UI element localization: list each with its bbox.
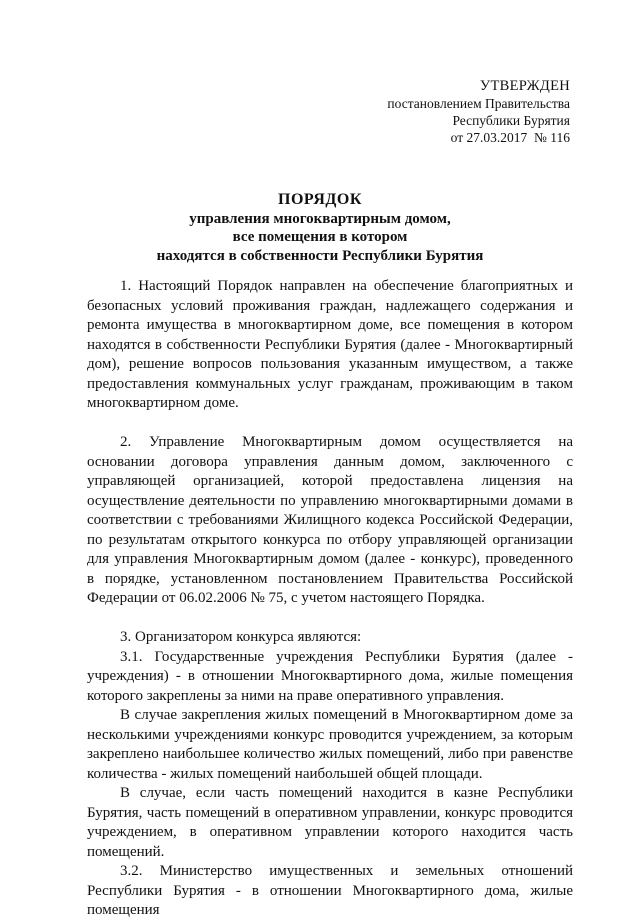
paragraph-3-1: 3.1. Государственные учреждения Республики Бурятия (далее - учреждения) - в отношении Многоквартирного дома, жилые помещения которого закреплены за ними на праве оперативного управления. — [87, 648, 573, 704]
paragraph-3-1-b: В случае, если часть помещений находится в казне Республики Бурятия, часть помещений в оперативном управлении, конкурс проводится учреждением, в оперативном управлении которого находится часть помещений. — [87, 785, 573, 860]
title-line: ПОРЯДОК — [278, 191, 362, 208]
document-title — [0, 191, 640, 265]
paragraph-3: 3. Организатором конкурса являются: — [120, 629, 362, 645]
title-line: все помещения в котором — [232, 229, 408, 245]
paragraph-2: 2. Управление Многоквартирным домом осуществляется на основании договора управления данным домом, заключенного с управляющей организацией, которой предоставлена лицензия на осуществление деятельности по управлению многоквартирными домами в соответствии с требованиями Жилищного кодекса Российской Федерации, по результатам открытого конкурса по отбору управляющей организации для управления Многоквартирным домом (далее - конкурс), проведенного в порядке, установленном постановлением Правительства Российской Федерации от 06.02.2006 № 75, с учетом настоящего Порядка. — [87, 434, 573, 606]
document-body — [87, 277, 573, 921]
paragraph-1: 1. Настоящий Порядок направлен на обеспечение благоприятных и безопасных условий проживания граждан, надлежащего содержания и ремонта имущества в многоквартирном доме, все помещения в котором находятся в собственности Республики Бурятия (далее - Многоквартирный дом), решение вопросов пользования указанным имуществом, а также предоставления коммунальных услуг гражданам, проживающим в таком многоквартирном доме. — [87, 278, 573, 411]
approval-heading: УТВЕРЖДЕН — [479, 78, 570, 94]
approval-date-number: от 27.03.2017 № 116 — [450, 130, 570, 145]
approval-line: постановлением Правительства — [387, 96, 570, 111]
paragraph-3-1-a: В случае закрепления жилых помещений в Многоквартирном доме за несколькими учреждениями конкурс проводится учреждением, за которым закреплено наибольшее количество жилых помещений, либо при равенстве количества - жилых помещений наибольшей общей площади. — [87, 707, 573, 782]
approval-line: Республики Бурятия — [452, 113, 570, 128]
paragraph-3-2: 3.2. Министерство имущественных и земельных отношений Республики Бурятия - в отношении Многоквартирного дома, жилые помещения — [87, 863, 573, 918]
title-line: находятся в собственности Республики Бурятия — [156, 247, 484, 264]
title-line: управления многоквартирным домом, — [189, 210, 451, 227]
approval-block — [387, 78, 570, 146]
